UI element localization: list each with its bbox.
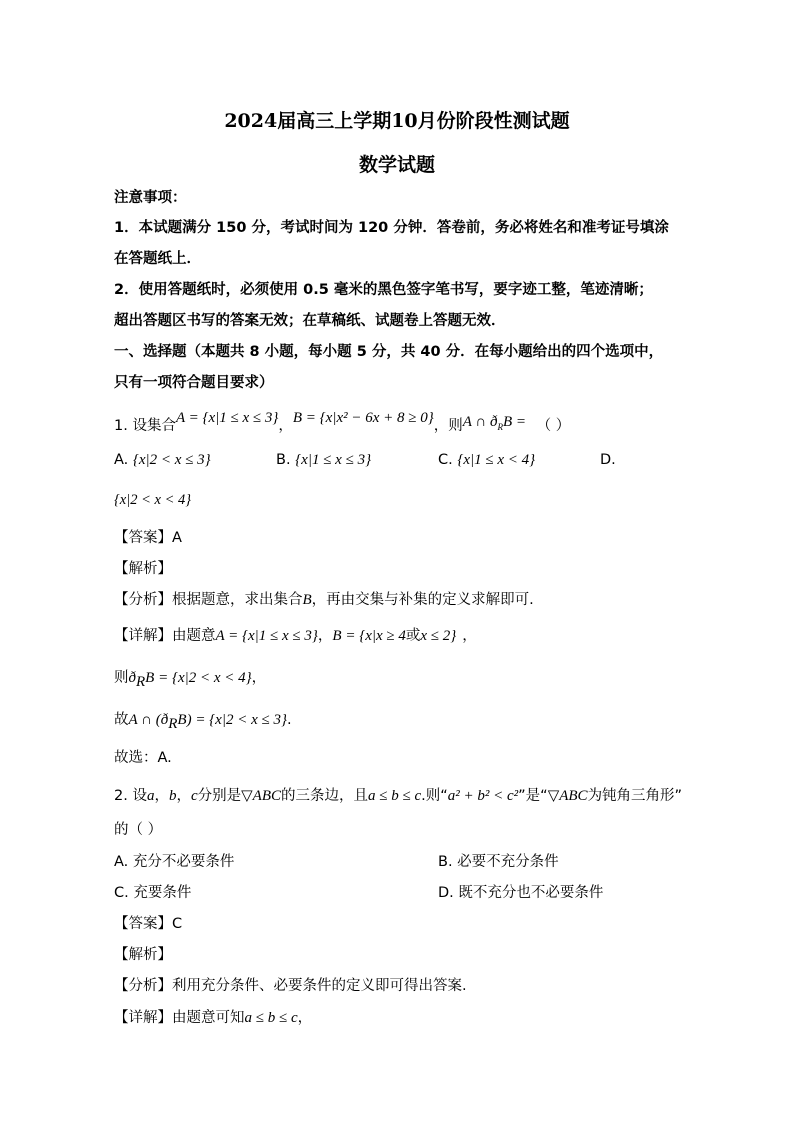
q1-set-b: B = {x|x² − 6x + 8 ≥ 0} — [292, 410, 434, 426]
q1-choose: 故选：A. — [114, 750, 172, 766]
q1-fenxi-text: 根据题意，求出集合 — [172, 592, 303, 608]
q2-sep-2: ， — [176, 788, 191, 804]
q1-detail-line-3 — [114, 710, 292, 734]
q2-fenxi-tag: 【分析】 — [114, 978, 172, 994]
notice-item-2-line-1: 2．使用答题纸时，必须使用 0.5 毫米的黑色签字笔书写，要字迹工整，笔迹清晰； — [114, 282, 653, 298]
q2-option-c: C. 充要条件 — [114, 885, 192, 901]
q1-detail-1a: 由题意 — [172, 628, 216, 644]
q1-detail-2-sub: R — [136, 673, 146, 690]
q2-detail-tag: 【详解】 — [114, 1010, 172, 1026]
q1-option-b-value: {x|1 ≤ x ≤ 3} — [295, 452, 372, 468]
q1-fenxi — [114, 590, 534, 610]
q2-inequality: a² + b² < c² — [447, 788, 519, 804]
q2-option-a: A. 充分不必要条件 — [114, 854, 235, 870]
q1-detail-2-tail: B = {x|2 < x < 4} — [145, 670, 252, 686]
q1-detail-set-b2: x ≤ 2} — [420, 628, 457, 644]
q1-comma: ， — [278, 418, 293, 434]
q1-detail-set-a: A = {x|1 ≤ x ≤ 3} — [215, 628, 318, 644]
q1-expr-sub: R — [497, 422, 503, 432]
q1-detail-3-end: . — [286, 712, 292, 728]
q1-option-b-label: B. — [276, 452, 291, 468]
q1-set-a: A = {x|1 ≤ x ≤ 3} — [175, 410, 279, 426]
q1-expr-tail: B = — [502, 414, 527, 430]
q1-option-c — [438, 450, 535, 470]
q2-mid-4: ”是“ — [518, 788, 548, 804]
q2-triangle-2: ▽ABC — [547, 788, 588, 804]
q2-stem-line-2: 的（ ） — [114, 822, 163, 838]
section-heading-line-1: 一、选择题（本题共 8 小题，每小题 5 分，共 40 分．在每小题给出的四个选项中， — [114, 344, 664, 360]
q1-expr-main: A ∩ ð — [462, 414, 498, 430]
q2-detail — [114, 1008, 312, 1028]
q1-paren: （ ） — [536, 418, 571, 434]
q1-stem — [114, 410, 571, 441]
section-heading-line-2: 只有一项符合题目要求） — [114, 375, 274, 391]
q2-var-a: a — [146, 788, 155, 804]
q1-prefix: 1. 设集合 — [114, 418, 176, 434]
q2-var-c: c — [190, 788, 198, 804]
q2-option-b: B. 必要不充分条件 — [438, 854, 559, 870]
q2-detail-expr: a ≤ b ≤ c — [244, 1010, 298, 1026]
q1-fenxi-tail: ，再由交集与补集的定义求解即可. — [311, 592, 534, 608]
q2-fenxi — [114, 976, 467, 996]
q2-stem — [114, 786, 682, 806]
q1-detail-2-expr: ð — [128, 670, 136, 686]
q2-option-d: D. 既不充分也不必要条件 — [438, 885, 604, 901]
q2-mid-3: .则“ — [421, 788, 448, 804]
q2-answer: 【答案】C — [114, 916, 183, 932]
q1-detail-3-tail: B) = {x|2 < x ≤ 3} — [177, 712, 287, 728]
q1-fenxi-tag: 【分析】 — [114, 592, 172, 608]
q1-fenxi-var: B — [302, 592, 312, 608]
q2-mid-1: 分别是 — [197, 788, 242, 804]
q1-answer: 【答案】A — [114, 530, 182, 546]
q1-option-a-value: {x|2 < x ≤ 3} — [132, 452, 211, 468]
notice-item-2-line-2: 超出答题区书写的答案无效；在草稿纸、试题卷上答题无效． — [114, 313, 506, 329]
q2-triangle: ▽ABC — [241, 788, 281, 804]
exam-subtitle: 数学试题 — [358, 154, 435, 176]
q1-option-c-label: C. — [438, 452, 453, 468]
notice-heading: 注意事项： — [114, 190, 187, 206]
q2-detail-end: ， — [297, 1010, 313, 1026]
q1-detail-end: ， — [462, 628, 477, 644]
q1-detail-set-b: B = {x|x ≥ 4 — [332, 628, 406, 644]
q2-fenxi-text: 利用充分条件、必要条件的定义即可得出答案. — [172, 978, 467, 994]
q1-option-d: D. — [600, 452, 616, 468]
notice-item-1-line-2: 在答题纸上． — [114, 251, 201, 267]
q1-detail-2-pre: 则 — [114, 670, 129, 686]
q2-sep-1: ， — [154, 788, 169, 804]
q1-option-b — [276, 450, 371, 470]
q1-detail-line-1 — [114, 626, 477, 646]
q1-detail-2-end: ， — [251, 670, 267, 686]
q1-option-a-label: A. — [114, 452, 129, 468]
notice-item-1-line-1: 1．本试题满分 150 分，考试时间为 120 分钟．答卷前，务必将姓名和准考证号填涂 — [114, 220, 669, 236]
q1-detail-tag: 【详解】 — [114, 628, 172, 644]
q1-detail-3-expr: A ∩ (ð — [128, 712, 169, 728]
q1-detail-3-pre: 故 — [114, 712, 129, 728]
q1-detail-3-sub: R — [168, 715, 178, 732]
q1-option-d-value: {x|2 < x < 4} — [114, 492, 192, 508]
q1-detail-or: 或 — [405, 628, 421, 644]
q1-detail-line-2 — [114, 668, 266, 692]
q1-analysis: 【解析】 — [114, 561, 172, 577]
q2-pre: 2. 设 — [114, 788, 147, 804]
q2-detail-text: 由题意可知 — [172, 1010, 245, 1026]
q2-mid-5: 为钝角三角形” — [587, 788, 683, 804]
q2-analysis: 【解析】 — [114, 947, 172, 963]
q2-mid-2: 的三条边，且 — [281, 788, 368, 804]
q2-condition: a ≤ b ≤ c — [368, 788, 422, 804]
q2-var-b: b — [168, 788, 177, 804]
q1-option-a — [114, 450, 211, 470]
exam-title: 2024届高三上学期10月份阶段性测试题 — [224, 110, 570, 132]
q1-expression — [463, 414, 526, 430]
q1-option-c-value: {x|1 ≤ x < 4} — [457, 452, 536, 468]
q1-detail-sep: ， — [317, 628, 333, 644]
q1-suffix: ，则 — [433, 418, 463, 434]
